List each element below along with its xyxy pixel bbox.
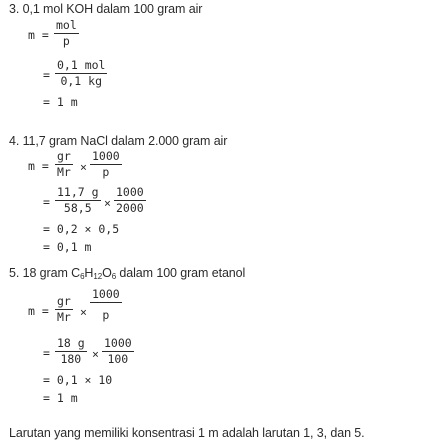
subscript: 12 [93, 272, 103, 281]
item-3-formula-fraction [54, 19, 79, 48]
fraction-denominator: p [102, 308, 110, 322]
item-3-m-label: m = [28, 28, 49, 42]
item-5-result: = 1 m [43, 391, 78, 405]
item-4-m-label: m = [28, 159, 49, 173]
fraction-numerator: 11,7 g [57, 185, 99, 199]
fraction-denominator: Mr [57, 310, 71, 324]
fraction-denominator: Mr [57, 165, 71, 179]
times-sign: × [80, 305, 87, 319]
header-suffix: dalam 100 gram etanol [116, 266, 246, 280]
item-3-header: 3. 0,1 mol KOH dalam 100 gram air [9, 2, 203, 16]
item-4-product: = 0,2 × 0,5 [43, 222, 120, 236]
item-4-1000-p-fraction [90, 150, 122, 179]
item-5-product: = 0,1 × 10 [43, 373, 113, 387]
fraction-numerator: gr [57, 149, 71, 163]
fraction-denominator: 2000 [116, 201, 144, 215]
times-sign: × [80, 160, 87, 174]
item-4-header: 4. 11,7 gram NaCl dalam 2.000 gram air [9, 134, 228, 148]
item-5-equals: = [43, 346, 50, 360]
fraction-denominator: p [62, 34, 70, 48]
item-5-solvent-fraction [102, 337, 134, 366]
fraction-numerator: 1000 [92, 149, 120, 163]
item-4-equals: = [43, 195, 50, 209]
times-sign: × [104, 196, 111, 210]
item-4-gr-mr-fraction [55, 150, 73, 179]
fraction-denominator: 180 [60, 352, 82, 366]
times-sign: × [92, 347, 99, 361]
item-5-header [9, 266, 245, 281]
conclusion-text: Larutan yang memiliki konsentrasi 1 m adalah larutan 1, 3, dan 5. [9, 426, 365, 440]
fraction-numerator: 18 g [57, 336, 85, 350]
fraction-numerator: mol [56, 18, 77, 32]
item-3-equals: = [43, 68, 50, 82]
fraction-denominator: 0,1 kg [60, 74, 102, 88]
fraction-denominator: p [102, 165, 110, 179]
fraction-numerator: 1000 [92, 287, 120, 301]
fraction-denominator: 100 [107, 352, 129, 366]
item-5-mass-fraction [55, 337, 87, 366]
item-5-1000-p-fraction [90, 288, 122, 322]
item-4-mass-fraction [55, 186, 101, 215]
fraction-numerator: 1000 [104, 336, 132, 350]
fraction-numerator: 0,1 mol [57, 58, 106, 72]
fraction-denominator: 58,5 [63, 201, 92, 215]
item-4-solvent-fraction [114, 186, 146, 215]
fraction-numerator: 1000 [116, 185, 144, 199]
header-element: O [102, 266, 112, 280]
item-3-result: = 1 m [43, 95, 78, 109]
item-5-gr-mr-fraction [55, 295, 73, 324]
subscript: 6 [80, 272, 85, 281]
fraction-numerator: gr [57, 294, 71, 308]
header-prefix: 5. 18 gram C [9, 266, 81, 280]
item-4-result: = 0,1 m [43, 240, 92, 254]
subscript: 6 [111, 272, 117, 281]
item-3-value-fraction [55, 59, 107, 88]
header-element: H [84, 266, 94, 280]
item-5-m-label: m = [28, 304, 49, 318]
